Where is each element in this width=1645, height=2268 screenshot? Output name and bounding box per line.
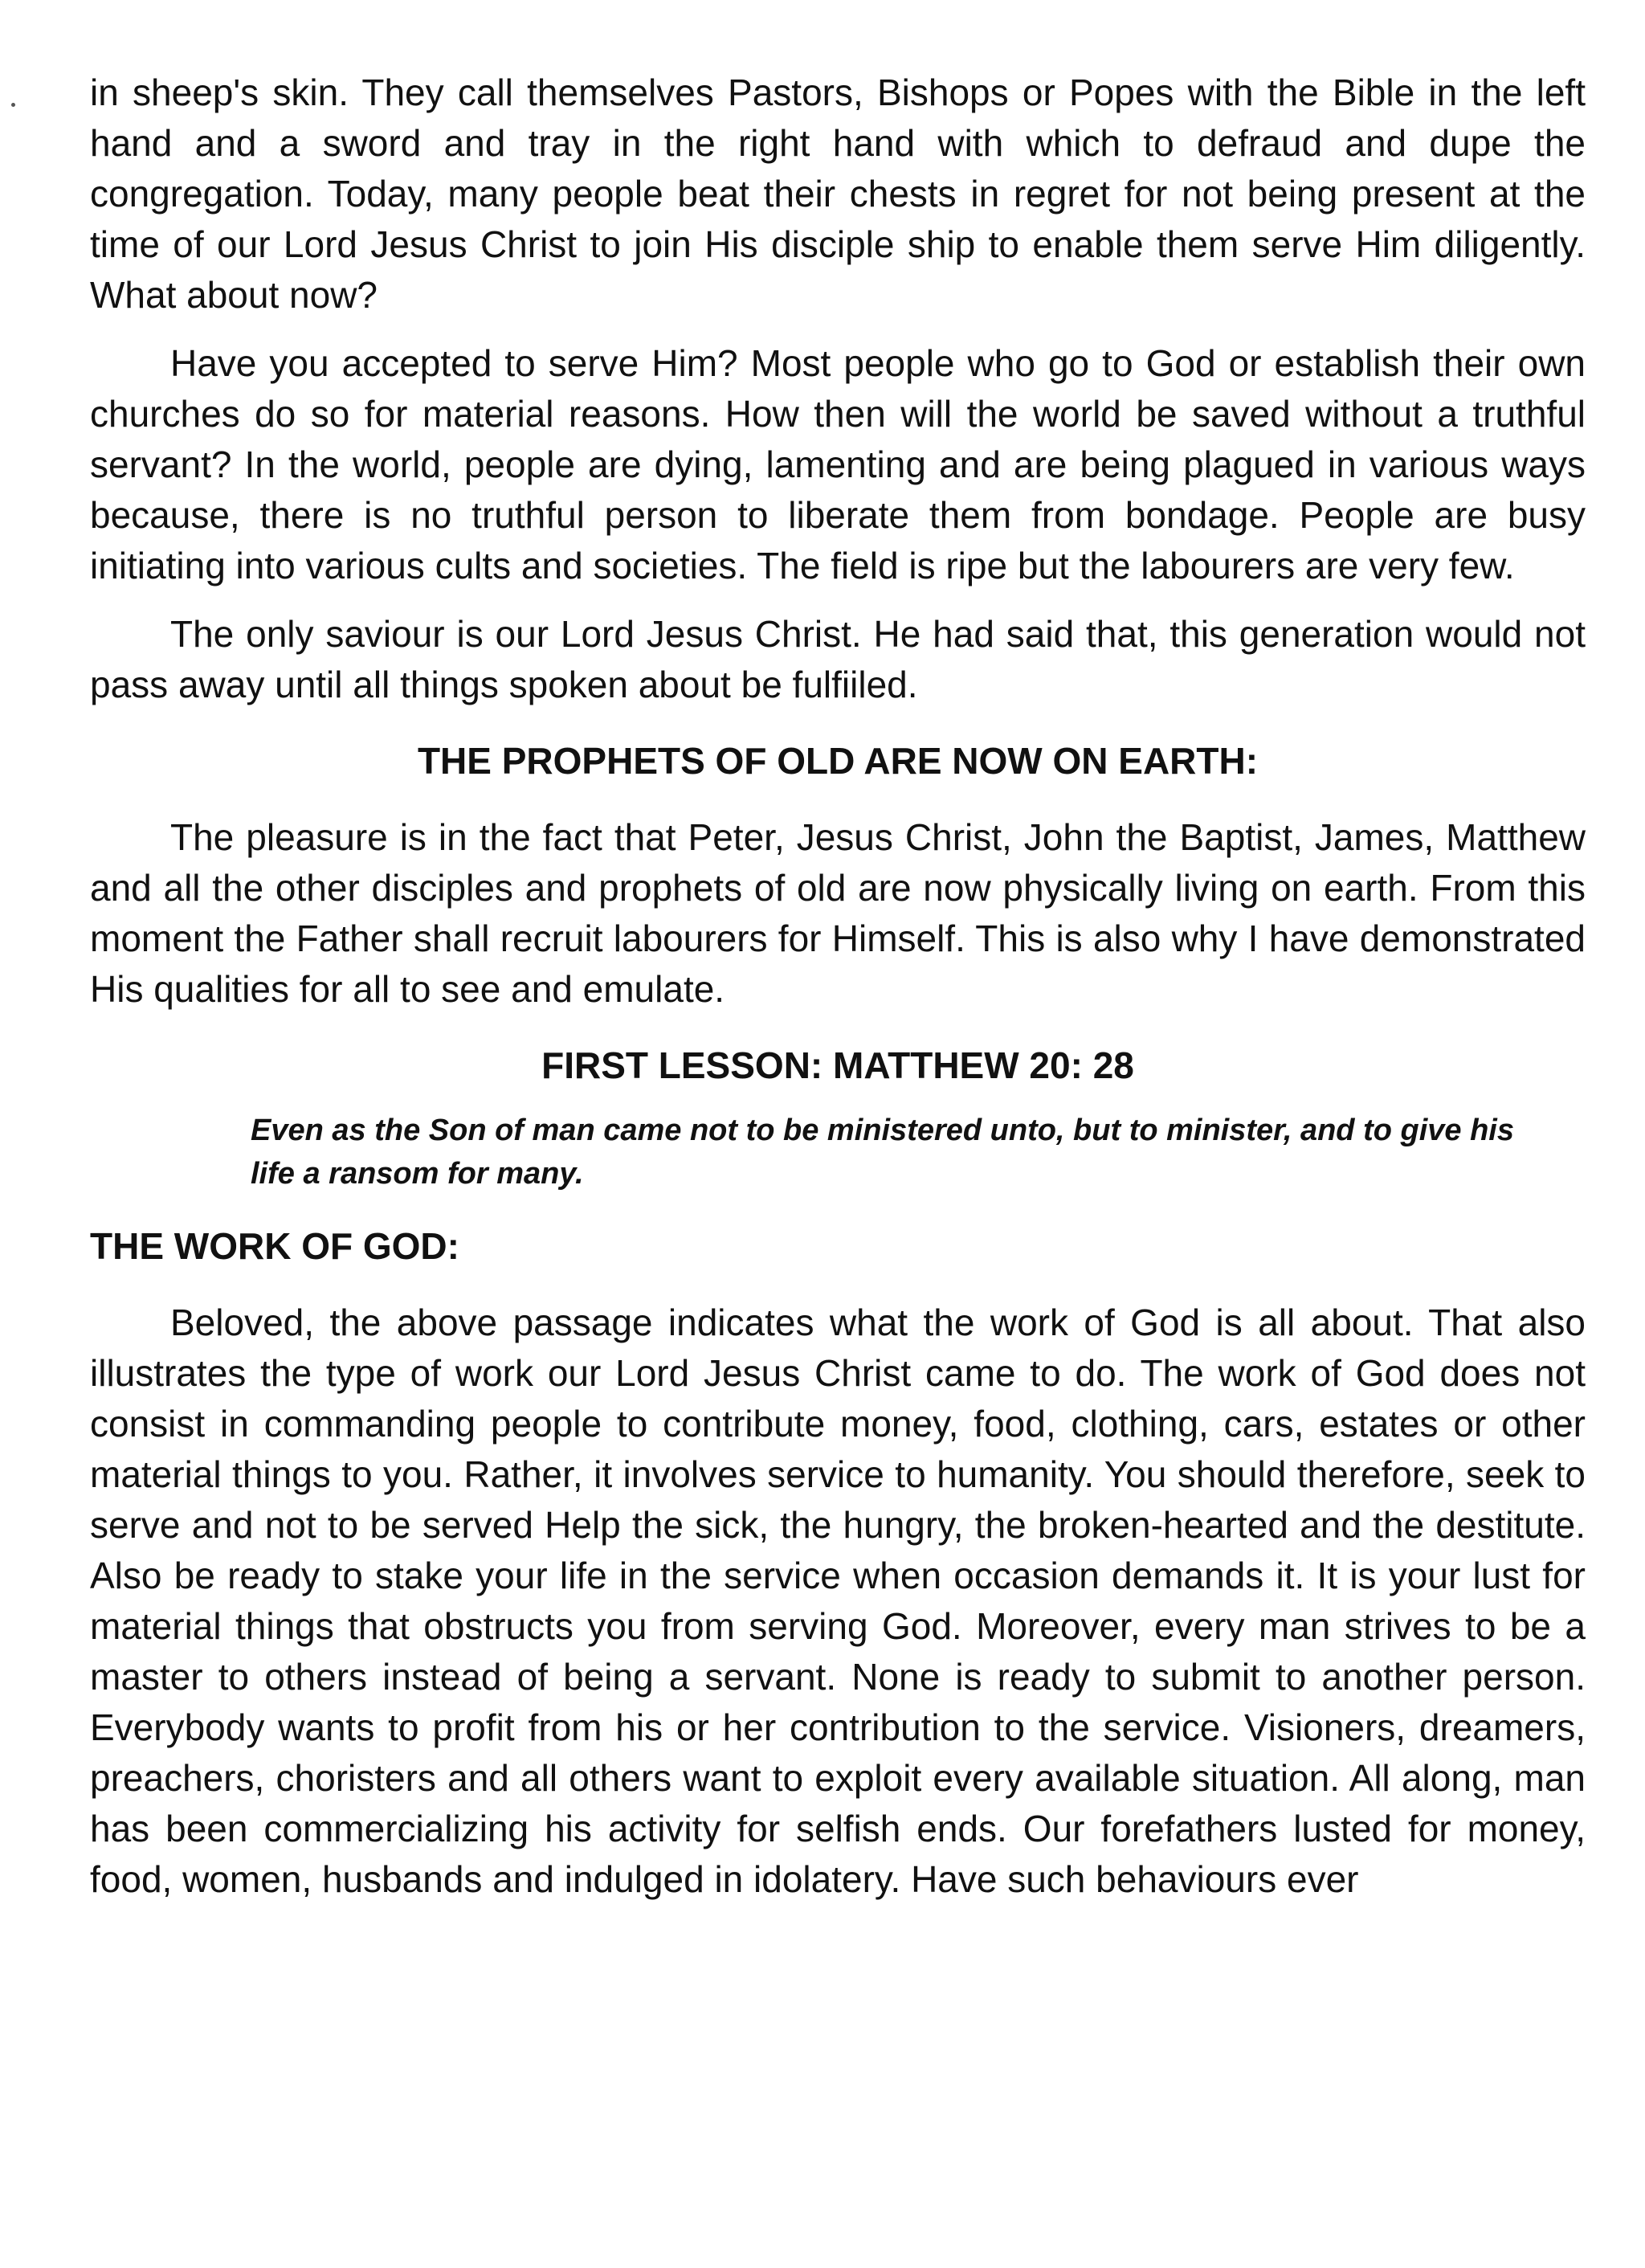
paragraph-accepted-to-serve: Have you accepted to serve Him? Most people who go to God or establish their own churches do so for material reasons. How then will the world be saved without a truthful servant? In the world, people are dying, lamenting and are being plagued in various ways because, there is no truthful person to liberate them from bondage. People are busy initiating into various cults and societies. The field is ripe but the labourers are very few. bbox=[90, 342, 1586, 586]
paragraph-beloved: Beloved, the above passage indicates what the work of God is all about. That also illustrates the type of work our Lord Jesus Christ came to do. The work of God does not consist in commanding people to contribute money, food, clothing, cars, estates or other material things to you. Rather, it involves service to humanity. You should therefore, seek to serve and not to be served Help the sick, the hungry, the broken-hearted and the destitute. Also be ready to stake your life in the service when occasion demands it. It is your lust for material things that obstructs you from serving God. Moreover, every man strives to be a master to others instead of being a servant. None is ready to submit to another person. Everybody wants to profit from his or her contribution to the service. Visioners, dreamers, preachers, choristers and all others want to exploit every available situation. All along, man has been commercializing his activity for selfish ends. Our forefathers lusted for money, food, women, husbands and indulged in idolatery. Have such behaviours ever bbox=[90, 1302, 1586, 1900]
heading-work-of-god: THE WORK OF GOD: bbox=[90, 1225, 459, 1267]
paragraph-pleasure: The pleasure is in the fact that Peter, Jesus Christ, John the Baptist, James, Matthew and all the other disciples and prophets of old are now physically living on earth. From this moment the Father shall recruit labourers for Himself. This is also why I have demonstrated His qualities for all to see and emulate. bbox=[90, 816, 1586, 1010]
heading-prophets-of-old: THE PROPHETS OF OLD ARE NOW ON EARTH: bbox=[417, 740, 1259, 782]
document-page bbox=[90, 67, 1586, 1905]
heading-first-lesson: FIRST LESSON: MATTHEW 20: 28 bbox=[541, 1044, 1134, 1086]
paragraph-sheeps-skin: in sheep's skin. They call themselves Pastors, Bishops or Popes with the Bible in the left hand and a sword and tray in the right hand with which to defraud and dupe the congregation. Today, many people beat their chests in regret for not being present at the time of our Lord Jesus Christ to join His disciple ship to enable them serve Him diligently. What about now? bbox=[90, 72, 1586, 316]
scan-speck bbox=[11, 103, 15, 107]
scripture-quote: Even as the Son of man came not to be ministered unto, but to minister, and to give his life a ransom for many. bbox=[251, 1114, 1514, 1191]
paragraph-only-saviour: The only saviour is our Lord Jesus Christ. He had said that, this generation would not pass away until all things spoken about be fulfiiled. bbox=[90, 613, 1586, 705]
